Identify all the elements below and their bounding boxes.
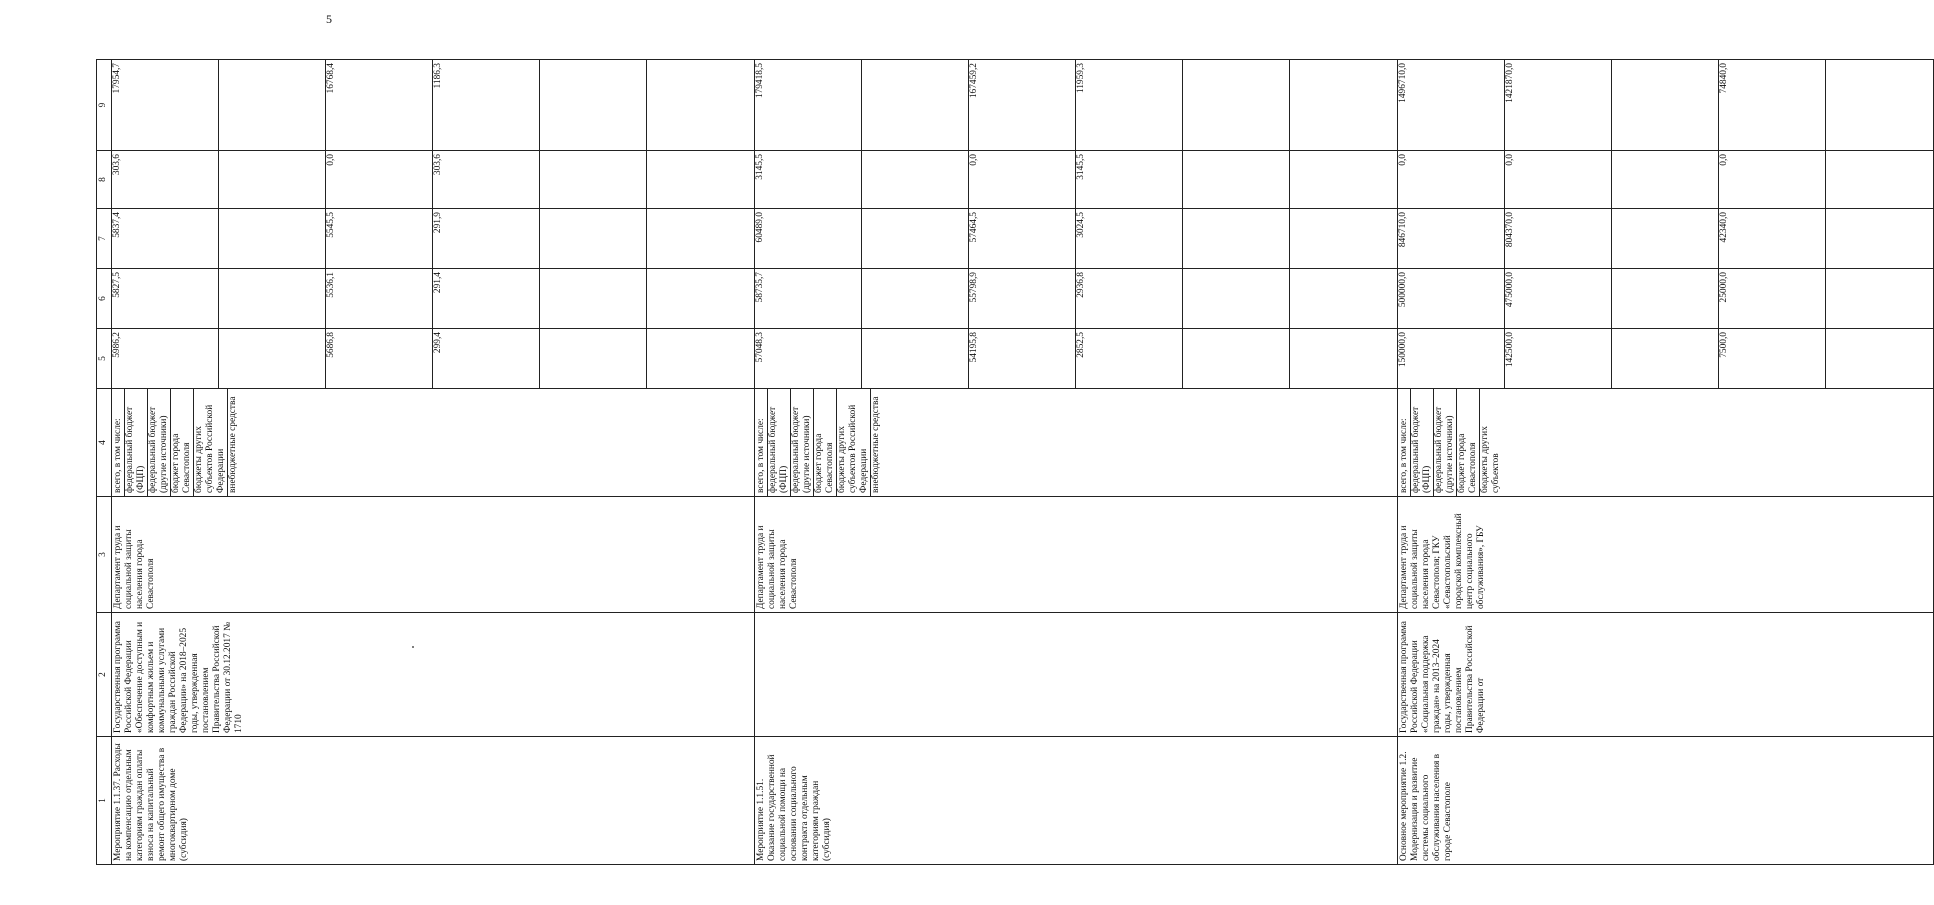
- funding-source: федеральный бюджет (другие источники): [1434, 389, 1457, 496]
- amount-value: [540, 60, 647, 150]
- amount-value: 303,6: [433, 151, 540, 208]
- table-container: [96, 60, 1729, 865]
- amount-value: 5827,5: [112, 269, 219, 328]
- amount-cell: [1398, 209, 1934, 269]
- page-number: 5: [326, 12, 332, 26]
- measure-name-cell: Мероприятие 1.1.37. Расходы на компенсацию отдельным категориям граждан оплаты взноса на капитальный ремонт общего имущества в многоквартирном доме (субсидия): [112, 737, 755, 865]
- amount-value: [862, 209, 969, 268]
- header-cell: 9: [97, 60, 112, 151]
- amount-value: 58735,7: [755, 269, 862, 328]
- amount-value: [540, 269, 647, 328]
- amount-cell: [112, 60, 755, 151]
- amount-value: [1183, 60, 1290, 150]
- amount-cell: [755, 209, 1398, 269]
- amount-value: [1183, 209, 1290, 268]
- amount-value: [1612, 209, 1719, 268]
- amount-value: 303,6: [112, 151, 219, 208]
- amount-cell: [1398, 60, 1934, 151]
- amount-value: [1290, 269, 1397, 328]
- amount-value: 475000,0: [1505, 269, 1612, 328]
- amount-value: [862, 329, 969, 388]
- amount-value: [647, 329, 754, 388]
- amount-value: 7500,0: [1719, 329, 1826, 388]
- funding-source: всего, в том числе:: [113, 389, 125, 496]
- amount-value: 55798,9: [969, 269, 1076, 328]
- amount-cell: [1398, 269, 1934, 329]
- header-cell: 5: [97, 329, 112, 389]
- amount-value: [1826, 151, 1933, 208]
- header-cell: 7: [97, 209, 112, 269]
- amount-value: 0,0: [969, 151, 1076, 208]
- amount-value: 291,4: [433, 269, 540, 328]
- amount-value: 5986,2: [112, 329, 219, 388]
- amount-value: [1612, 329, 1719, 388]
- amount-value: 5536,1: [326, 269, 433, 328]
- amount-value: [1290, 329, 1397, 388]
- amount-value: [1826, 60, 1933, 150]
- header-row: [97, 60, 112, 865]
- amount-value: 2852,5: [1076, 329, 1183, 388]
- amount-value: [219, 151, 326, 208]
- amount-value: 3145,5: [755, 151, 862, 208]
- header-cell: 6: [97, 269, 112, 329]
- amount-value: 299,4: [433, 329, 540, 388]
- header-cell: 4: [97, 389, 112, 497]
- amount-value: 42340,0: [1719, 209, 1826, 268]
- amount-cell: [112, 151, 755, 209]
- amount-value: [647, 209, 754, 268]
- scan-speck: [412, 646, 414, 648]
- amount-value: 54195,8: [969, 329, 1076, 388]
- amount-value: [1826, 269, 1933, 328]
- funding-source: всего, в том числе:: [1399, 389, 1411, 496]
- amount-value: [647, 151, 754, 208]
- amount-value: [1612, 60, 1719, 150]
- funding-source: внебюджетные средства: [871, 396, 881, 493]
- amount-value: [1612, 151, 1719, 208]
- amount-value: 3024,5: [1076, 209, 1183, 268]
- table-row: [755, 60, 1398, 865]
- amount-value: [1290, 151, 1397, 208]
- funding-source: всего, в том числе:: [756, 389, 768, 496]
- funding-source: бюджеты других субъектов: [1480, 426, 1501, 493]
- amount-value: 16768,4: [326, 60, 433, 150]
- amount-value: 1496710,0: [1398, 60, 1505, 150]
- amount-value: [1290, 209, 1397, 268]
- amount-value: [862, 60, 969, 150]
- funding-source: федеральный бюджет (ФЦП): [1411, 389, 1434, 496]
- amount-value: [862, 151, 969, 208]
- amount-value: [540, 151, 647, 208]
- amount-value: 150000,0: [1398, 329, 1505, 388]
- amount-value: [1290, 60, 1397, 150]
- executor-cell: Департамент труда и социальной защиты населения города Севастополя: [755, 497, 1398, 613]
- header-cell: 2: [97, 613, 112, 737]
- amount-value: [540, 209, 647, 268]
- amount-cell: [1398, 151, 1934, 209]
- amount-value: 74840,0: [1719, 60, 1826, 150]
- amount-value: 0,0: [1505, 151, 1612, 208]
- header-cell: 8: [97, 151, 112, 209]
- header-cell: 1: [97, 737, 112, 865]
- amount-cell: [755, 329, 1398, 389]
- amount-value: [219, 329, 326, 388]
- amount-value: [862, 269, 969, 328]
- funding-source: бюджет города Севастополя: [171, 389, 194, 496]
- amount-value: [540, 329, 647, 388]
- amount-value: [1183, 329, 1290, 388]
- funding-source: бюджет города Севастополя: [1457, 389, 1480, 496]
- amount-value: [1612, 269, 1719, 328]
- program-cell: [755, 613, 1398, 737]
- program-cell: Государственная программа Российской Федерации «Обеспечение доступным и комфортным жильем и коммунальными услугами граждан Российской Федерации» на 2018–2025 годы, утвержденная постановлением Правительства Российской Федерации от 30.12.2017 № 1710: [112, 613, 755, 737]
- amount-value: 500000,0: [1398, 269, 1505, 328]
- funding-source: федеральный бюджет (другие источники): [791, 389, 814, 496]
- amount-cell: [755, 60, 1398, 151]
- amount-cell: [112, 269, 755, 329]
- funding-source: бюджеты других субъектов Российской Федерации: [837, 389, 871, 496]
- amount-value: 142500,0: [1505, 329, 1612, 388]
- amount-value: 5686,8: [326, 329, 433, 388]
- amount-value: [1183, 269, 1290, 328]
- amount-value: 179418,5: [755, 60, 862, 150]
- amount-value: 60489,0: [755, 209, 862, 268]
- amount-value: [647, 60, 754, 150]
- amount-value: 57048,3: [755, 329, 862, 388]
- amount-value: 5837,4: [112, 209, 219, 268]
- amount-value: 5545,5: [326, 209, 433, 268]
- amount-value: [647, 269, 754, 328]
- amount-value: [219, 60, 326, 150]
- amount-cell: [112, 329, 755, 389]
- sources-cell: [1398, 389, 1934, 497]
- table-row: [1398, 60, 1934, 865]
- funding-source: федеральный бюджет (ФЦП): [125, 389, 148, 496]
- amount-value: [219, 269, 326, 328]
- amount-value: [1826, 209, 1933, 268]
- amount-value: 291,9: [433, 209, 540, 268]
- rotated-page: [96, 60, 1729, 865]
- amount-cell: [1398, 329, 1934, 389]
- amount-value: 1421870,0: [1505, 60, 1612, 150]
- amount-value: 17954,7: [112, 60, 219, 150]
- amount-value: 0,0: [326, 151, 433, 208]
- amount-value: 0,0: [1719, 151, 1826, 208]
- amount-cell: [755, 151, 1398, 209]
- amount-value: 11959,3: [1076, 60, 1183, 150]
- sources-cell: [112, 389, 755, 497]
- amount-value: 1186,3: [433, 60, 540, 150]
- amount-value: 57464,5: [969, 209, 1076, 268]
- amount-cell: [112, 209, 755, 269]
- amount-value: 846710,0: [1398, 209, 1505, 268]
- executor-cell: Департамент труда и социальной защиты населения города Севастополя: [112, 497, 755, 613]
- header-cell: 3: [97, 497, 112, 613]
- funding-source: бюджет города Севастополя: [814, 389, 837, 496]
- sources-cell: [755, 389, 1398, 497]
- amount-value: [219, 209, 326, 268]
- funding-source: федеральный бюджет (ФЦП): [768, 389, 791, 496]
- amount-value: 0,0: [1398, 151, 1505, 208]
- amount-value: 2936,8: [1076, 269, 1183, 328]
- measure-name-cell: Мероприятие 1.1.51. Оказание государственной социальной помощи на основании социального контракта отдельным категориям граждан (субсидия): [755, 737, 1398, 865]
- executor-cell: Департамент труда и социальной защиты населения города Севастополя; ГКУ «Севастопольский городской комплексный центр социального обслуживания», ГБУ: [1398, 497, 1934, 613]
- amount-value: 167459,2: [969, 60, 1076, 150]
- budget-table: [96, 59, 1934, 865]
- program-cell: Государственная программа Российской Федерации «Социальная поддержка граждан» на 2013–2024 годы, утвержденная постановлением Правительства Российской Федерации от: [1398, 613, 1934, 737]
- funding-source: федеральный бюджет (другие источники): [148, 389, 171, 496]
- measure-name-cell: Основное мероприятие 1.2. Модернизация и развитие системы социального обслуживания населения в городе Севастополе: [1398, 737, 1934, 865]
- amount-value: [1183, 151, 1290, 208]
- amount-value: 804370,0: [1505, 209, 1612, 268]
- amount-value: [1826, 329, 1933, 388]
- funding-source: бюджеты других субъектов Российской Федерации: [194, 389, 228, 496]
- amount-cell: [755, 269, 1398, 329]
- amount-value: 3145,5: [1076, 151, 1183, 208]
- amount-value: 25000,0: [1719, 269, 1826, 328]
- funding-source: внебюджетные средства: [228, 396, 238, 493]
- table-row: [112, 60, 755, 865]
